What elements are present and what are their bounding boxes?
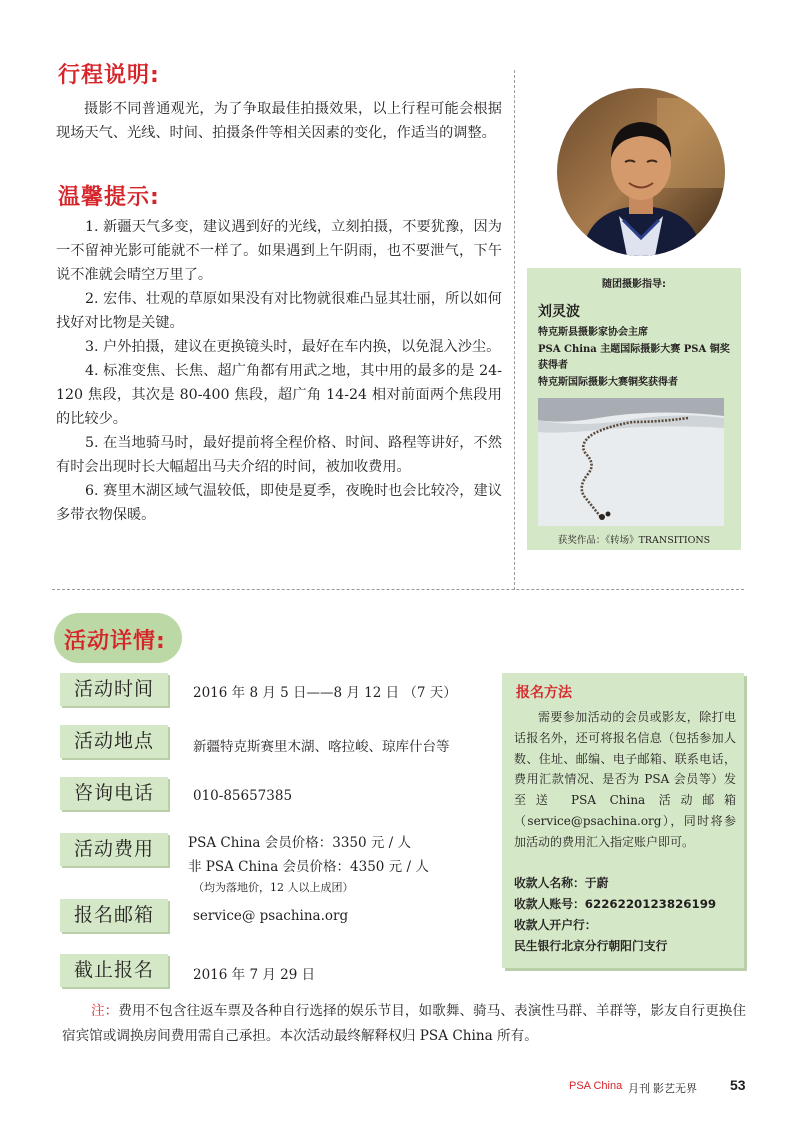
- payee-name: 收款人名称：于蔚: [514, 876, 609, 890]
- tip-item: 6. 赛里木湖区域气温较低，即使是夏季，夜晚时也会比较冷，建议多带衣物保暖。: [56, 483, 502, 523]
- payee-bank: 民生银行北京分行朝阳门支行: [514, 939, 668, 953]
- vertical-divider: [514, 70, 515, 590]
- details-heading: 活动详情:: [64, 629, 166, 654]
- guide-name: 刘灵波: [538, 304, 580, 320]
- guide-titles: [538, 325, 734, 391]
- tip-item: 1. 新疆天气多变，建议遇到好的光线，立刻拍摄，不要犹豫，因为一不留神光影可能就不一样了。如果遇到上午阴雨，也不要泄气，下午说不准就会晴空万里了。: [56, 219, 502, 283]
- tip-item: 4. 标准变焦、长焦、超广角都有用武之地，其中用的最多的是 24-120 焦段，其次是 80-400 焦段，超广角 14-24 相对前面两个焦段用的比较少。: [56, 363, 502, 427]
- guide-title-line: 特克斯国际摄影大赛铜奖获得者: [538, 376, 678, 388]
- award-caption: 获奖作品：《转场》TRANSITIONS: [557, 535, 711, 546]
- value-email: service@ psachina.org: [193, 908, 349, 924]
- signup-title: 报名方法: [516, 685, 572, 701]
- tip-item: 2. 宏伟、壮观的草原如果没有对比物就很难凸显其壮丽，所以如何找好对比物是关键。: [56, 291, 502, 331]
- value-deadline: 2016 年 7 月 29 日: [193, 967, 316, 983]
- label-email: 报名邮箱: [60, 899, 168, 932]
- footer-brand: PSA China: [569, 1080, 623, 1092]
- tips-heading: 温馨提示:: [58, 185, 160, 210]
- label-phone: 咨询电话: [60, 777, 168, 810]
- value-time: 2016 年 8 月 5 日——8 月 12 日 （7 天）: [193, 685, 457, 701]
- payee-bank-label: 收款人开户行：: [514, 918, 597, 932]
- portrait-image: [557, 88, 725, 256]
- details-heading-badge: [54, 613, 182, 663]
- award-photo: [538, 398, 724, 526]
- tips-list: [56, 215, 502, 527]
- payee-account: 收款人账号：6226220123826199: [514, 897, 717, 911]
- tip-item: 5. 在当地骑马时，最好提前将全程价格、时间、路程等讲好，不然有时会出现时长大幅超出马夫介绍的时间，被加收费用。: [56, 435, 502, 475]
- value-fee-note: （均为落地价，12 人以上成团）: [193, 881, 354, 894]
- value-fee-nonmember: 非 PSA China 会员价格：4350 元 / 人: [188, 859, 429, 875]
- guide-title-line: PSA China 主题国际摄影大赛 PSA 铜奖获得者: [538, 343, 730, 371]
- guide-card-header: 随团摄影指导:: [602, 279, 666, 290]
- tip-item: 3. 户外拍摄，建议在更换镜头时，最好在车内换，以免混入沙尘。: [85, 339, 501, 355]
- label-deadline: 截止报名: [60, 954, 168, 987]
- page-number: 53: [730, 1077, 746, 1093]
- snow-landscape-image: [538, 398, 724, 526]
- note-label: 注：: [91, 1003, 119, 1019]
- value-location: 新疆特克斯赛里木湖、喀拉峻、琼库什台等: [193, 739, 450, 755]
- value-fee-member: PSA China 会员价格：3350 元 / 人: [188, 835, 412, 851]
- guide-portrait: [557, 88, 725, 256]
- label-location: 活动地点: [60, 725, 168, 758]
- guide-card: [527, 268, 741, 550]
- label-time: 活动时间: [60, 673, 168, 706]
- note-text: 费用不包含往返车票及各种自行选择的娱乐节目，如歌舞、骑马、表演性马群、羊群等，影友自行更换住宿宾馆或调换房间费用需自己承担。本次活动最终解释权归 PSA China 所有。: [62, 1003, 746, 1044]
- footer-magazine: 月刊 影艺无界: [628, 1083, 698, 1095]
- value-phone: 010-85657385: [193, 788, 293, 804]
- signup-box: [502, 673, 744, 968]
- fee-note: [62, 999, 746, 1049]
- signup-instructions: 需要参加活动的会员或影友，除打电话报名外，还可将报名信息（包括参加人数、住址、邮编、电子邮箱、联系电话，费用汇款情况、是否为 PSA 会员等）发至送 PSA China 活动邮箱（service@psachina.org），同时将参加活动的费用汇入指定账户即可。: [514, 710, 736, 849]
- itinerary-heading: 行程说明:: [58, 63, 160, 88]
- itinerary-text: 摄影不同普通观光，为了争取最佳拍摄效果，以上行程可能会根据现场天气、光线、时间、拍摄条件等相关因素的变化，作适当的调整。: [56, 101, 502, 141]
- horizontal-divider: [52, 589, 744, 590]
- label-fee: 活动费用: [60, 833, 168, 866]
- guide-title-line: 特克斯县摄影家协会主席: [538, 327, 648, 338]
- payment-info: [514, 873, 739, 957]
